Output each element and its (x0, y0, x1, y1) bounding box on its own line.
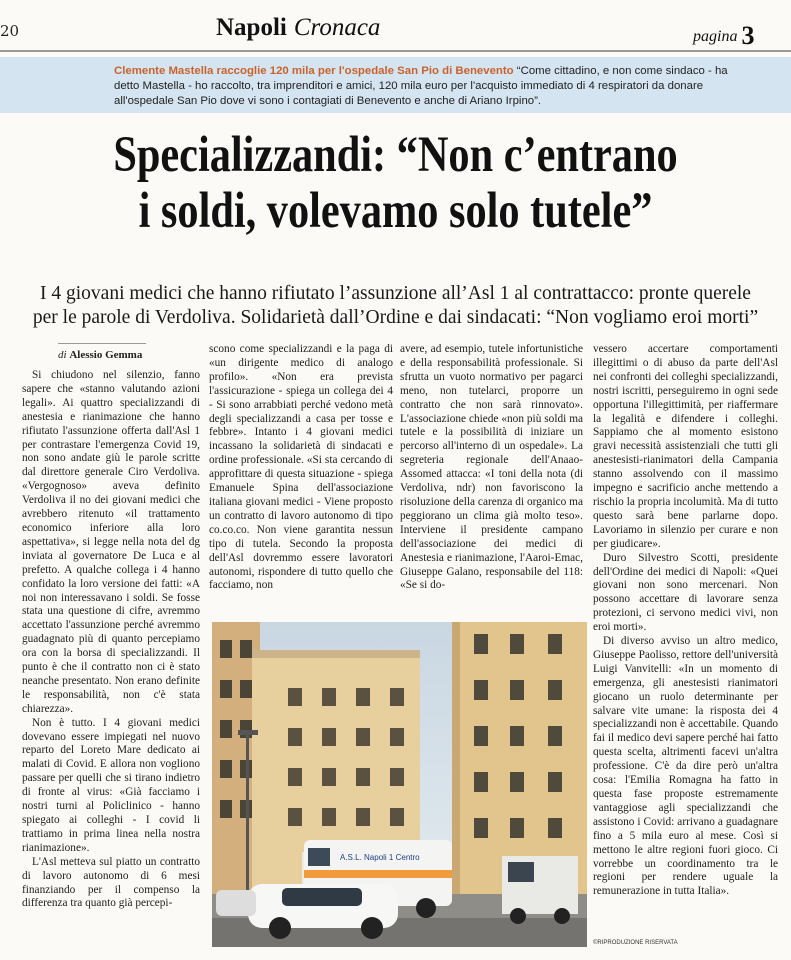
article-column-2 (209, 343, 393, 593)
paragraph: scono come specializzandi e la paga di «un dirigente medico di analogo profilo». «Non era prevista l'assicurazione - spiega un collega dei 4 - Si sono arrabbiati perché vedono metà degli specializzandi a casa per tosse e febbre». Intanto i 4 giovani medici incassano la solidarietà di sindacati e ordine professionale. «Si sta cercando di approfittare di questa situazione - spiega Emanuele Spina dell'associazione italiana giovani medici - Viene proposto un contratto di lavoro autonomo di tipo co.co.co. Non viene garantita nessun tipo di tutela. Secondo la proposta dell'Asl dovremmo essere lavoratori autonomi, rispondere di tutto quello che facciamo, non (209, 343, 393, 592)
page-label: pagina (693, 28, 738, 45)
hospital-photo-illustration (212, 622, 587, 947)
article-column-3 (400, 343, 583, 593)
page-indicator (693, 18, 754, 48)
article-column-4 (593, 343, 778, 899)
section-name: Cronaca (293, 14, 381, 41)
paragraph: vessero accertare comportamenti illegittimi o di abuso da parte dell'Asl nei confronti dei colleghi specializzandi, nostri iscritti, perseguiremo in ogni sede opportuna l'illegittimità, per riaffermare la legalità e difendere i colleghi. Sappiamo che al momento esistono gravi necessità assistenziali che tutti gli anestesisti-rianimatori della Campania stanno assolvendo con il massimo impegno e sacrificio anche mettendo a rischio la propria incolumità. Ma di tutto questo sarà bene parlarne dopo. Lavoriamo in silenzio per curare e non per giudicare». (593, 343, 778, 550)
paragraph: L'Asl metteva sul piatto un contratto di lavoro autonomo di 6 mesi finanziando per il compenso la differenza tra quanto già percepi- (22, 855, 200, 910)
page-header (0, 0, 791, 50)
header-divider (0, 50, 791, 52)
paragraph: Duro Silvestro Scotti, presidente dell'Ordine dei medici di Napoli: «Quei giovani non sono mercenari. Non possono accettare di lavorare senza protezioni, ci servono medici vivi, non eroi morti». (593, 551, 778, 634)
section-title (216, 14, 380, 42)
byline (58, 349, 142, 361)
subheadline-line-2: per le parole di Verdoliva. Solidarietà dall’Ordine e dai sindacati: “Non vogliamo eroi morti” (32, 307, 759, 328)
byline-divider (58, 343, 146, 344)
city-name: Napoli (216, 14, 287, 41)
paragraph: Di diverso avviso un altro medico, Giuseppe Paolisso, rettore dell'università Luigi Vanvitelli: «In un momento di emergenza, gli anestesisti rianimatori giocano un ruolo determinante per salvare vite umane: la risposta dei 4 specializzandi non è accettabile. Quando fai il medico devi sapere perché hai fatto questa scelta, altrimenti facevi un'altra professione. C'è da dire però un'altra cosa: l'Emilia Romagna ha fatto in questa fase proposte estremamente vantaggiose agli specializzandi che assistono i Covid: arrivano a guadagnare fino a 5 mila euro al mese. Così si mettono le altre regioni fuori gioco. Ci vorrebbe un coordinamento tra le regioni per rendere uguale la remunerazione in tutta Italia». (593, 635, 778, 898)
banner-lead: Clemente Mastella raccoglie 120 mila per l'ospedale San Pio di Benevento (114, 65, 514, 77)
hospital-photo (212, 622, 587, 947)
headline-line-1: Specializzandi: “Non c’entrano (113, 127, 678, 183)
headline (84, 127, 707, 239)
headline-line-2: i soldi, volevamo solo tutele” (138, 183, 653, 239)
byline-prefix: di (58, 349, 67, 361)
subheadline (20, 282, 771, 330)
ambulance-label: A.S.L. Napoli 1 Centro (340, 853, 420, 862)
subheadline-line-1: I 4 giovani medici che hanno rifiutato l’assunzione all’Asl 1 al contrattacco: pronte querele (40, 283, 751, 304)
paragraph: Non è tutto. I 4 giovani medici dovevano essere impiegati nel nuovo reparto del Loreto Mare dedicato ai malati di Covid. E allora non vogliono passare per quelli che si tirano indietro di fronte al virus: «Già facciamo i nostri turni al Policlinico - hanno spiegato ai colleghi - I covid li trattiamo in prima linea nella nostra rianimazione». (22, 716, 200, 854)
article-column-1 (22, 369, 200, 911)
paragraph: Si chiudono nel silenzio, fanno sapere che «stanno valutando azioni legali». Ai quattro specializzandi di anestesia e rianimazione che hanno rifiutato l'assunzione offerta dall'Asl 1 per contrastare l'emergenza Covid 19, non sono andate giù le parole scritte dal direttore generale Ciro Verdoliva. «Vergognoso» aveva definito Verdoliva il no dei giovani medici che avrebbero ritenuto «il trattamento economico inferiore alla loro aspettativa», si legge nella nota del dg inviata al governatore De Luca e al prefetto. A qualche collega i 4 hanno confidato la loro versione dei fatti: «A noi non interessavano i soldi. Se fosse stata una questione di cifre, avremmo accettato l'assunzione perché avremmo guadagnato più di quanto percepiamo ora con la borsa di specializzandi. Il punto è che il contratto non ci è stato neanche presentato. Non erano definite le responsabilità, non c'è stata chiarezza». (22, 369, 200, 715)
copyright-credit: ©RIPRODUZIONE RISERVATA (593, 940, 678, 946)
previous-page-number: 20 (0, 22, 20, 40)
paragraph: avere, ad esempio, tutele infortunistiche e della responsabilità professionale. Si sfrutta un vuoto normativo per pagarci meno, non tutelarci, proporre un contratto che non sarà rinnovato». L'associazione chiede «non più soldi ma tutele e la possibilità di iniziare un percorso all'interno di un ospedale». La segreteria regionale dell'Anaao-Assomed attacca: «I toni della nota (di Verdoliva, ndr) non favoriscono la risoluzione della carenza di organico ma peggiorano un clima già molto teso». Interviene il presidente campano dell'associazione dei medici di Anestesia e rianimazione, l'Aaroi-Emac, Giuseppe Galano, responsabile del 118: «Se si do- (400, 343, 583, 592)
banner-body: “Come cittadino, e non come sindaco - ha detto Mastella - ho raccolto, tra imprenditori e amici, 120 mila euro per l'acquisto immediato di 4 respiratori da donare all'ospedale San Pio dove vi sono i contagiati di Benevento e anche di Ariano Irpino”. (114, 65, 728, 107)
banner-text (114, 64, 754, 109)
author-name: Alessio Gemma (69, 349, 143, 361)
page-number: 3 (741, 21, 755, 50)
